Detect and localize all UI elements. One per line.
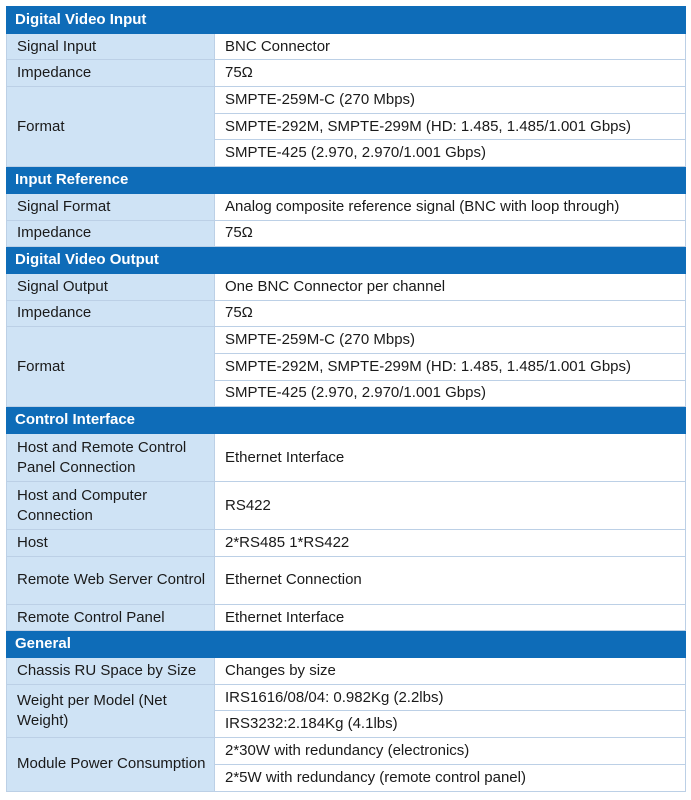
spec-row [7,604,686,631]
spec-value: Ethernet Connection [215,556,686,604]
spec-value: Analog composite reference signal (BNC with loop through) [215,193,686,220]
spec-table-body [7,7,686,792]
spec-label: Remote Web Server Control [7,556,215,604]
spec-value: SMPTE-425 (2.970, 2.970/1.001 Gbps) [215,140,686,167]
spec-label: Signal Format [7,193,215,220]
spec-row [7,193,686,220]
section-header-row [7,407,686,434]
section-header-row [7,247,686,274]
spec-value: 75Ω [215,220,686,247]
spec-value: IRS3232:2.184Kg (4.1lbs) [215,711,686,738]
spec-row [7,33,686,60]
spec-row [7,738,686,765]
spec-label: Signal Input [7,33,215,60]
spec-label: Format [7,327,215,407]
spec-value: 75Ω [215,60,686,87]
spec-value: IRS1616/08/04: 0.982Kg (2.2lbs) [215,684,686,711]
spec-label: Host [7,530,215,557]
spec-label: Remote Control Panel [7,604,215,631]
spec-value: 75Ω [215,300,686,327]
spec-label: Host and Remote Control Panel Connection [7,434,215,482]
spec-label: Format [7,87,215,167]
spec-row [7,300,686,327]
spec-row [7,658,686,685]
spec-label: Signal Output [7,273,215,300]
spec-label: Module Power Consumption [7,738,215,791]
spec-value: SMPTE-292M, SMPTE-299M (HD: 1.485, 1.485/1.001 Gbps) [215,113,686,140]
spec-row [7,273,686,300]
spec-row [7,87,686,114]
section-title: Input Reference [7,167,686,194]
spec-value: One BNC Connector per channel [215,273,686,300]
spec-value: SMPTE-259M-C (270 Mbps) [215,327,686,354]
spec-value: Ethernet Interface [215,604,686,631]
spec-row [7,684,686,711]
spec-label: Impedance [7,300,215,327]
section-title: Digital Video Output [7,247,686,274]
spec-table [6,6,686,792]
section-header-row [7,167,686,194]
spec-label: Chassis RU Space by Size [7,658,215,685]
section-header-row [7,631,686,658]
spec-label: Weight per Model (Net Weight) [7,684,215,737]
spec-value: 2*5W with redundancy (remote control panel) [215,764,686,791]
spec-label: Host and Computer Connection [7,482,215,530]
spec-row [7,530,686,557]
spec-value: Ethernet Interface [215,434,686,482]
spec-row [7,327,686,354]
section-title: General [7,631,686,658]
spec-value: SMPTE-292M, SMPTE-299M (HD: 1.485, 1.485/1.001 Gbps) [215,353,686,380]
spec-label: Impedance [7,60,215,87]
spec-value: RS422 [215,482,686,530]
spec-row [7,220,686,247]
spec-row [7,556,686,604]
spec-row [7,434,686,482]
spec-label: Impedance [7,220,215,247]
spec-value: SMPTE-425 (2.970, 2.970/1.001 Gbps) [215,380,686,407]
section-title: Digital Video Input [7,7,686,34]
section-title: Control Interface [7,407,686,434]
spec-value: 2*RS485 1*RS422 [215,530,686,557]
spec-value: SMPTE-259M-C (270 Mbps) [215,87,686,114]
spec-value: 2*30W with redundancy (electronics) [215,738,686,765]
spec-row [7,60,686,87]
spec-value: Changes by size [215,658,686,685]
spec-value: BNC Connector [215,33,686,60]
section-header-row [7,7,686,34]
spec-row [7,482,686,530]
